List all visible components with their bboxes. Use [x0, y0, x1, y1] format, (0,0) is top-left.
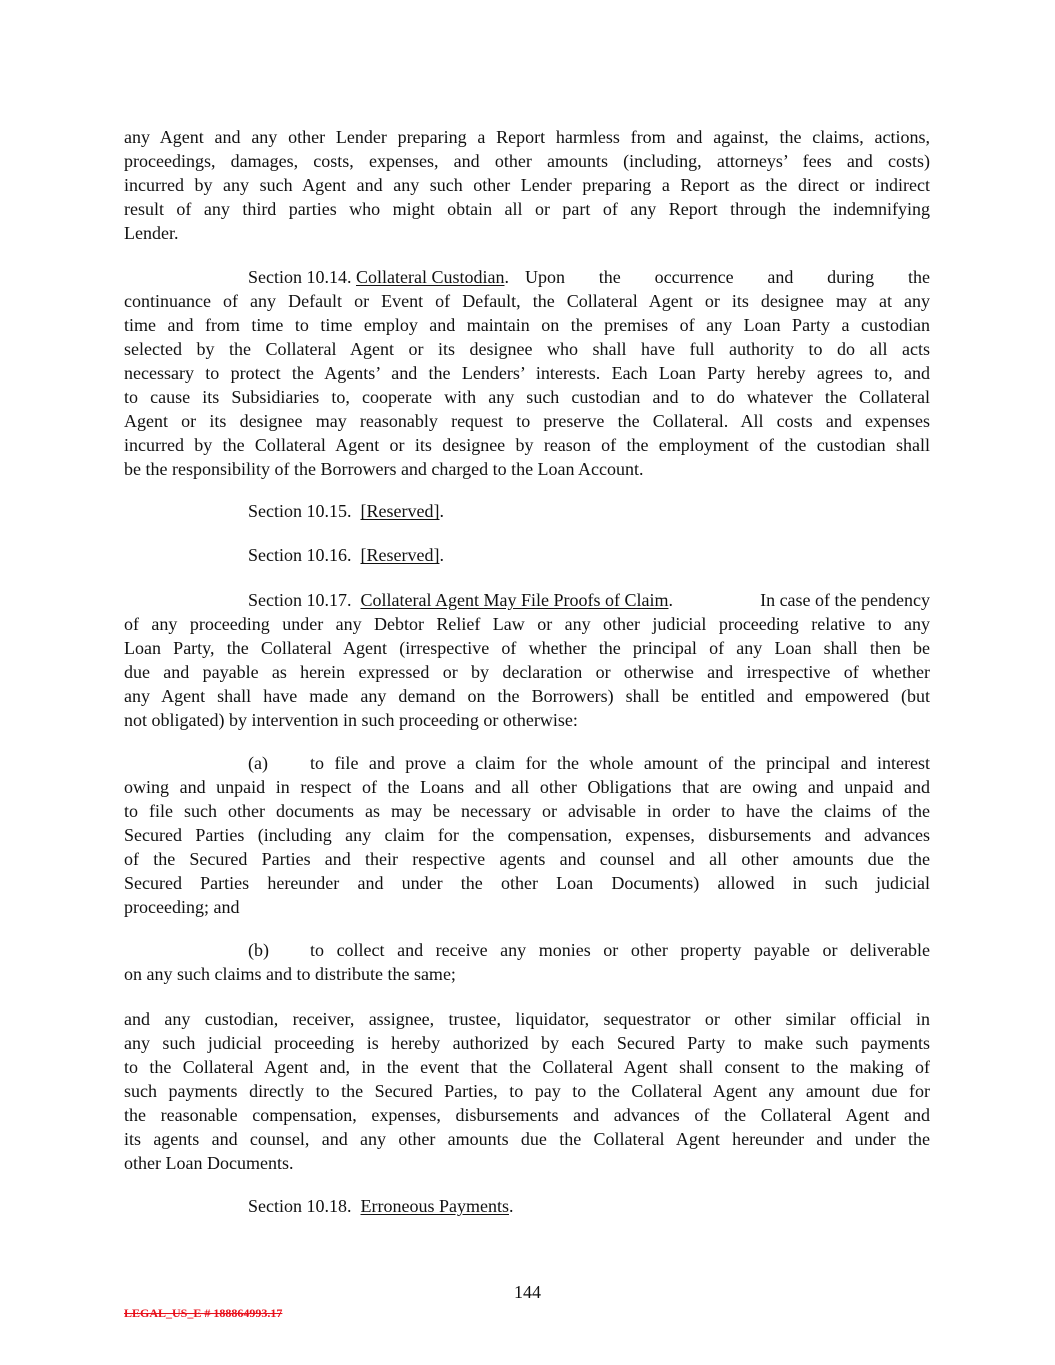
text-line: Upon the occurrence and during the: [524, 267, 930, 287]
text-line: result of any third parties who might obtain all or part of any Report through the indemnifying: [124, 199, 930, 219]
section-title: Erroneous Payments: [360, 1196, 509, 1216]
section-number: Section 10.14.: [248, 267, 352, 287]
section-title: Collateral Custodian: [356, 267, 505, 287]
text-line: proceeding; and: [124, 897, 240, 917]
text-line: Secured Parties (including any claim for the compensation, expenses, disbursements and advances: [124, 825, 930, 845]
text-line: to the Collateral Agent and, in the event that the Collateral Agent shall consent to the making of: [124, 1057, 930, 1077]
text-line: such payments directly to the Secured Parties, to pay to the Collateral Agent any amount due for: [124, 1081, 930, 1101]
text-line: the reasonable compensation, expenses, disbursements and advances of the Collateral Agent and: [124, 1105, 930, 1125]
section-number: Section 10.18.: [248, 1196, 352, 1216]
intro-paragraph: [124, 125, 930, 245]
text-line: Loan Party, the Collateral Agent (irrespective of whether the principal of any Loan shall then be: [124, 638, 930, 658]
text-line: Lender.: [124, 223, 179, 243]
text-line: and any custodian, receiver, assignee, trustee, liquidator, sequestrator or other similar official in: [124, 1009, 930, 1029]
page-number: 144: [514, 1282, 541, 1302]
text-line: incurred by the Collateral Agent or its designee by reason of the employment of the custodian shall: [124, 435, 930, 455]
text-line: any such judicial proceeding is hereby authorized by each Secured Party to make such payments: [124, 1033, 930, 1053]
section-heading-line: Section 10.15. [Reserved].: [248, 501, 444, 521]
clause-a: [124, 751, 930, 919]
text-line: In case of the pendency: [760, 590, 930, 610]
section-heading-line: Section 10.16. [Reserved].: [248, 545, 444, 565]
section-10-15: [124, 499, 930, 523]
section-number: Section 10.17.: [248, 590, 352, 610]
text-line: other Loan Documents.: [124, 1153, 294, 1173]
text-line: not obligated) by intervention in such proceeding or otherwise:: [124, 710, 578, 730]
clause-b: [124, 938, 930, 986]
text-line: any Agent shall have made any demand on the Borrowers) shall be entitled and empowered (but: [124, 686, 930, 706]
text-line: due and payable as herein expressed or by declaration or otherwise and irrespective of whether: [124, 662, 930, 682]
text-line: continuance of any Default or Event of Default, the Collateral Agent or its designee may at any: [124, 291, 930, 311]
text-line: selected by the Collateral Agent or its designee who shall have full authority to do all acts: [124, 339, 930, 359]
clause-label: (b): [248, 940, 269, 960]
text-line: necessary to protect the Agents’ and the Lenders’ interests. Each Loan Party hereby agrees to, and: [124, 363, 930, 383]
section-10-17: [124, 588, 930, 732]
text-line: Secured Parties hereunder and under the other Loan Documents) allowed in such judicial: [124, 873, 930, 893]
clause-first-line: [124, 751, 930, 775]
text-line: time and from time to time employ and maintain on the premises of any Loan Party a custodian: [124, 315, 930, 335]
section-number: Section 10.16.: [248, 545, 352, 565]
text-line: on any such claims and to distribute the same;: [124, 964, 456, 984]
text-line: owing and unpaid in respect of the Loans and all other Obligations that are owing and unpaid and: [124, 777, 930, 797]
text-line: its agents and counsel, and any other amounts due the Collateral Agent hereunder and under the: [124, 1129, 930, 1149]
section-title: [Reserved]: [360, 501, 440, 521]
section-number: Section 10.15.: [248, 501, 352, 521]
section-title: Collateral Agent May File Proofs of Claim: [360, 590, 669, 610]
text-line: to file and prove a claim for the whole amount of the principal and interest: [310, 753, 930, 773]
document-id: LEGAL_US_E # 188864993.17: [124, 1306, 283, 1320]
section-10-14: [124, 265, 930, 481]
section-title: [Reserved]: [360, 545, 440, 565]
clause-first-line: [124, 938, 930, 962]
section-10-18: [124, 1194, 930, 1218]
text-line: be the responsibility of the Borrowers and charged to the Loan Account.: [124, 459, 644, 479]
text-line: proceedings, damages, costs, expenses, and other amounts (including, attorneys’ fees and costs): [124, 151, 930, 171]
section-heading-line: Section 10.18. Erroneous Payments.: [248, 1196, 514, 1216]
section-heading-line: Section 10.17. Collateral Agent May File Proofs of Claim. In case of the pendency: [248, 590, 930, 610]
section-10-16: [124, 543, 930, 567]
text-line: of any proceeding under any Debtor Relief Law or any other judicial proceeding relative to any: [124, 614, 930, 634]
text-line: any Agent and any other Lender preparing a Report harmless from and against, the claims, actions,: [124, 127, 930, 147]
section-heading-line: Section 10.14. Collateral Custodian. Upon the occurrence and during the: [248, 267, 930, 287]
text-line: to file such other documents as may be necessary or advisable in order to have the claims of the: [124, 801, 930, 821]
text-line: of the Secured Parties and their respective agents and counsel and all other amounts due the: [124, 849, 930, 869]
text-line: to collect and receive any monies or other property payable or deliverable: [310, 940, 930, 960]
text-line: to cause its Subsidiaries to, cooperate with any such custodian and to do whatever the Collateral: [124, 387, 930, 407]
closing-paragraph: [124, 1007, 930, 1175]
clause-label: (a): [248, 753, 268, 773]
text-line: Agent or its designee may reasonably request to preserve the Collateral. All costs and expenses: [124, 411, 930, 431]
text-line: incurred by any such Agent and any such other Lender preparing a Report as the direct or indirect: [124, 175, 930, 195]
